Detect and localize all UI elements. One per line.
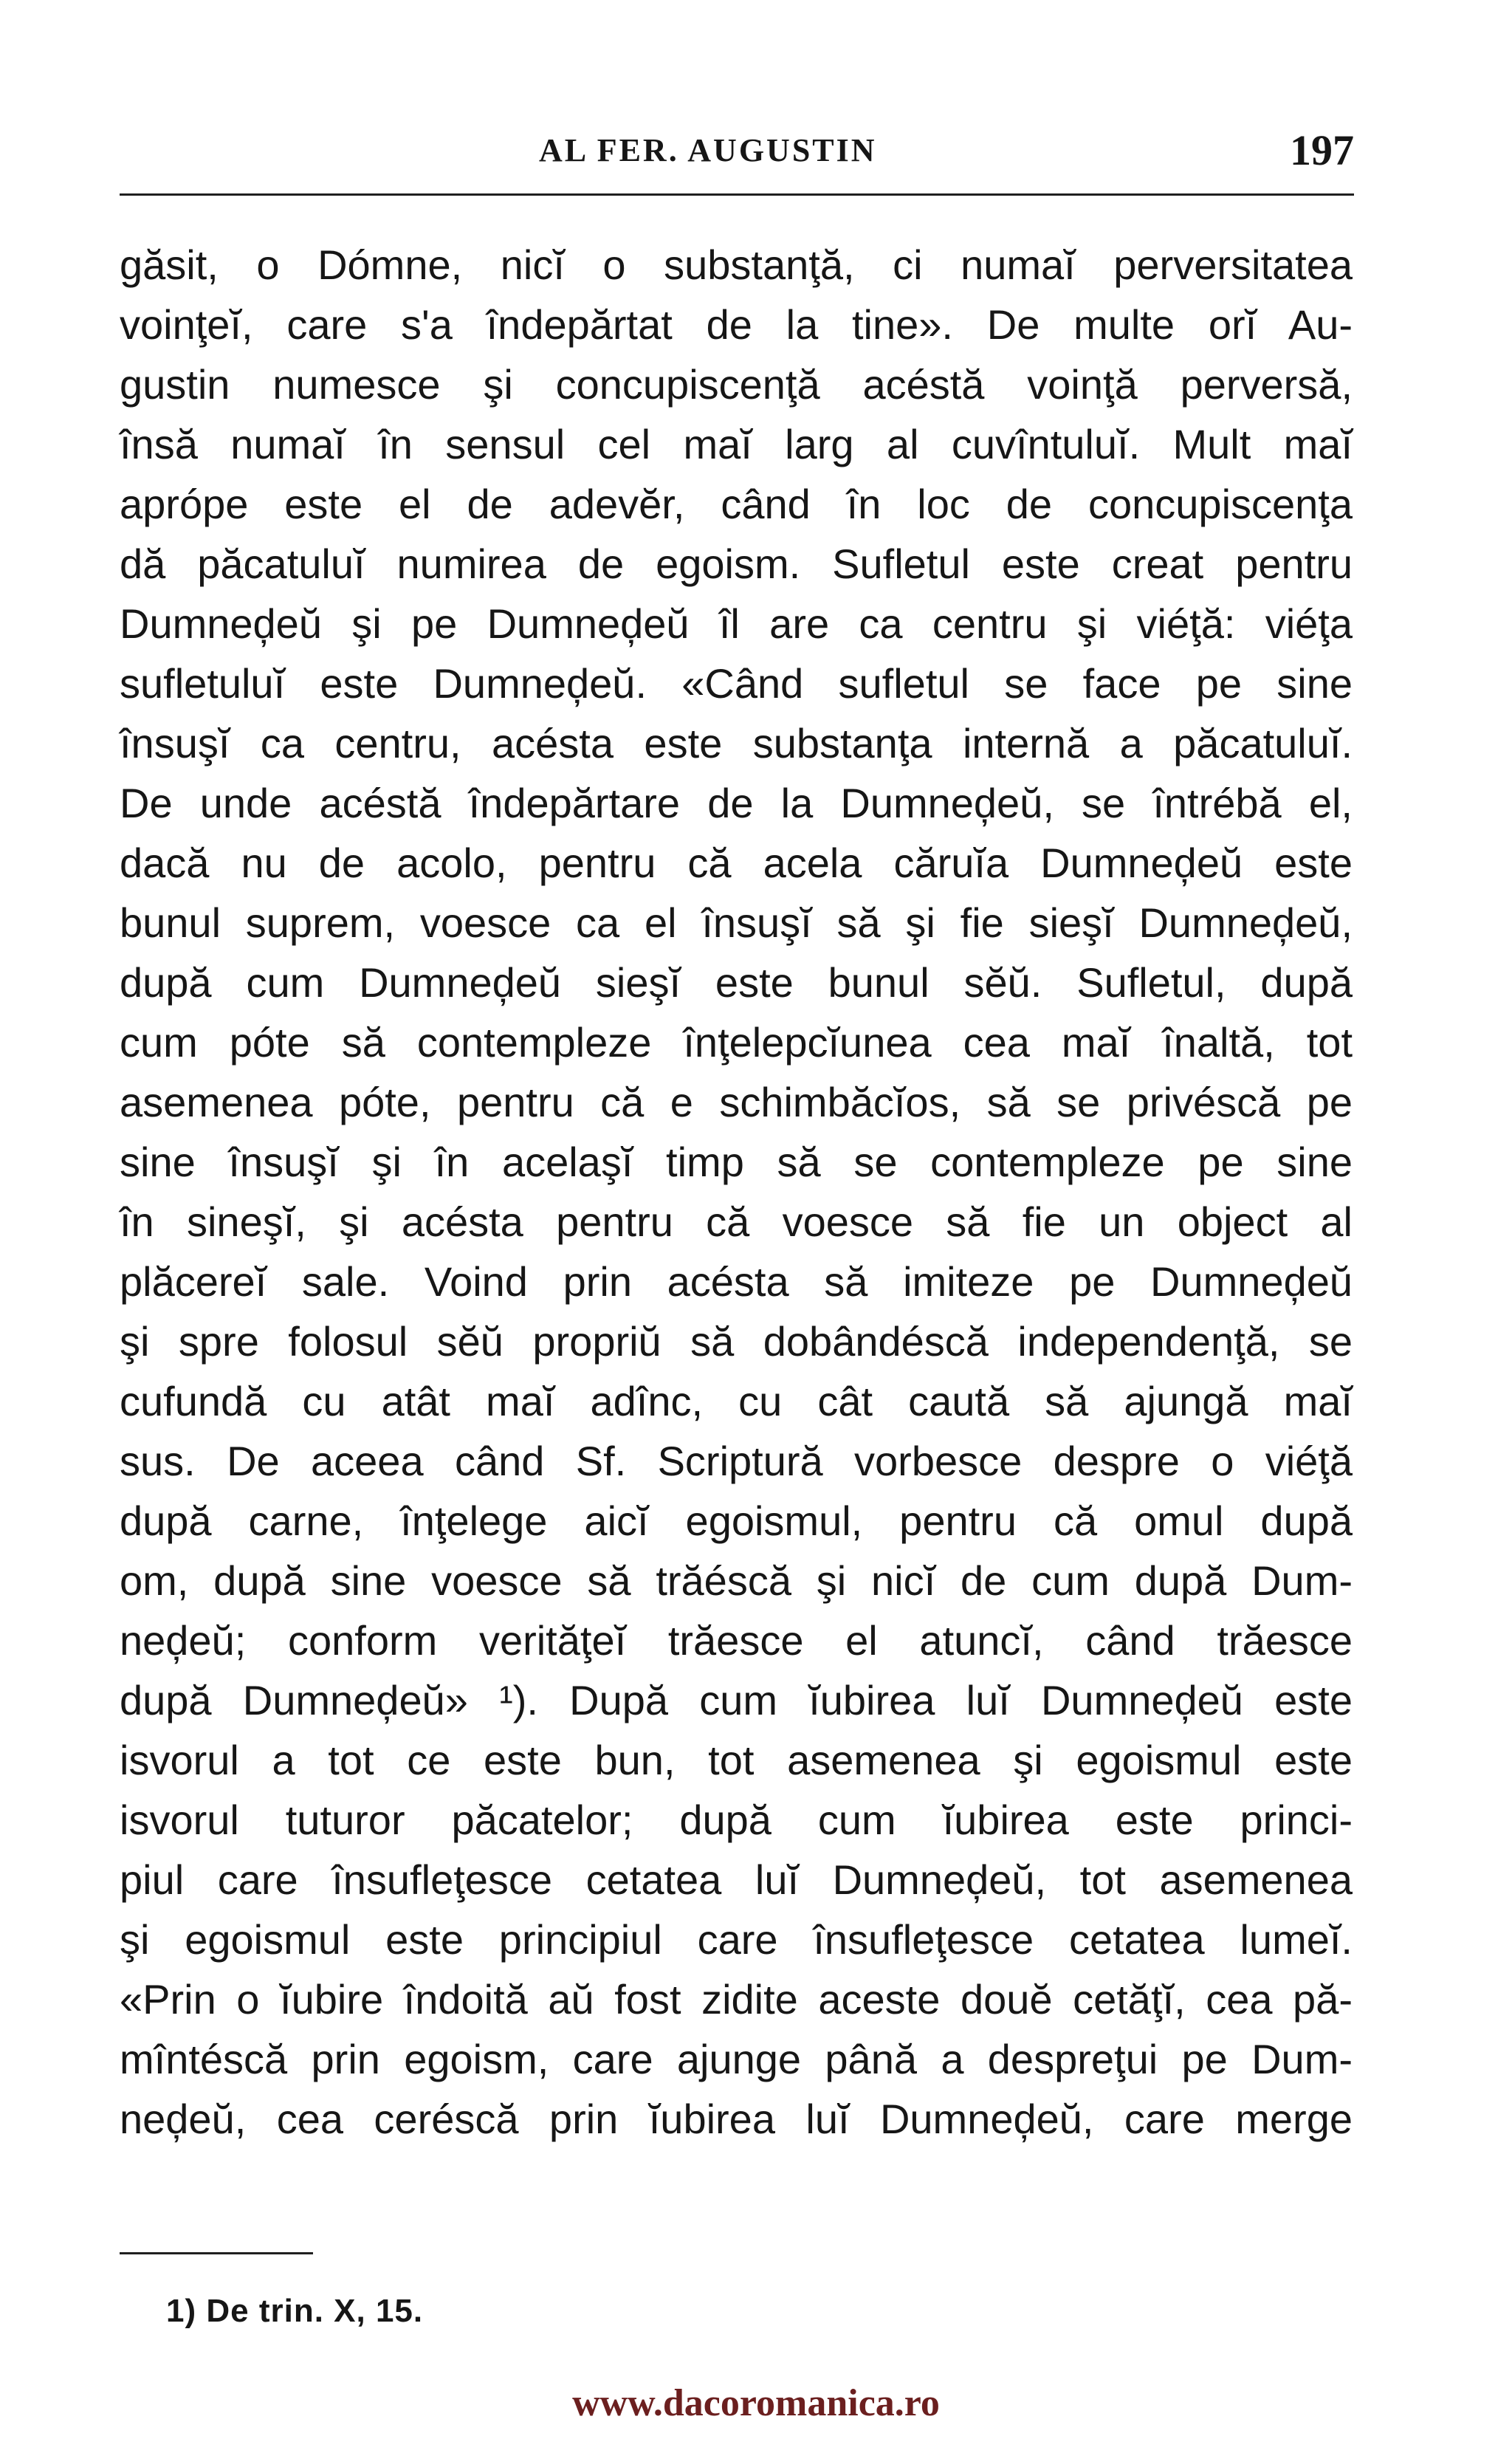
text-line: De unde acéstă îndepărtare de la Dumneḑeŭ, se întrébă el,	[120, 780, 1353, 826]
footnote-divider	[120, 2252, 313, 2254]
text-line: voinţeĭ, care s'a îndepărtat de la tine». De multe orĭ Au-	[120, 301, 1353, 348]
text-line: după carne, înţelege aicĭ egoismul, pentru că omul după	[120, 1498, 1353, 1544]
page-number: 197	[1290, 126, 1354, 174]
body-text	[120, 235, 1353, 2149]
text-line: neḑeŭ; conform verităţeĭ trăesce el atuncĭ, când trăesce	[120, 1617, 1353, 1664]
text-line: dă păcatuluĭ numirea de egoism. Sufletul este creat pentru	[120, 541, 1353, 587]
watermark-url: www.dacoromanica.ro	[572, 2382, 940, 2424]
footnote-text: De trin. X, 15.	[206, 2293, 424, 2329]
text-line: după Dumneḑeŭ» ¹). După cum ĭubirea luĭ Dumneḑeŭ este	[120, 1677, 1353, 1723]
text-line: bunul suprem, voesce ca el însuşĭ să şi fie sieşĭ Dumneḑeŭ,	[120, 899, 1353, 946]
text-line: plăcereĭ sale. Voind prin acésta să imiteze pe Dumneḑeŭ	[120, 1258, 1353, 1305]
text-line: după cum Dumneḑeŭ sieşĭ este bunul sĕŭ. Sufletul, după	[120, 959, 1353, 1006]
text-line: Dumneḑeŭ şi pe Dumneḑeŭ îl are ca centru şi viéţă: viéţa	[120, 600, 1353, 647]
text-line: şi spre folosul sĕŭ propriŭ să dobândéscă independenţă, se	[120, 1318, 1353, 1365]
text-line: sus. De aceea când Sf. Scriptură vorbesce despre o viéţă	[120, 1438, 1353, 1484]
text-line: mîntéscă prin egoism, care ajunge până a despreţui pe Dum-	[120, 2036, 1353, 2082]
text-line: piul care însufleţesce cetatea luĭ Dumneḑeŭ, tot asemenea	[120, 1856, 1353, 1903]
text-line: sine însuşĭ şi în acelaşĭ timp să se contempleze pe sine	[120, 1139, 1353, 1185]
footnote-marker: 1)	[166, 2293, 197, 2329]
text-line: însuşĭ ca centru, acésta este substanţa internă a păcatuluĭ.	[120, 720, 1353, 766]
running-title: AL FER. AUGUSTIN	[539, 132, 877, 168]
header-divider	[120, 193, 1354, 196]
text-line: asemenea póte, pentru că e schimbăcĭos, să se privéscă pe	[120, 1079, 1353, 1125]
text-line: neḑeŭ, cea ceréscă prin ĭubirea luĭ Dumneḑeŭ, care merge	[120, 2096, 1353, 2142]
text-line: însă numaĭ în sensul cel maĭ larg al cuvîntuluĭ. Mult maĭ	[120, 421, 1353, 467]
text-line: în sineşĭ, şi acésta pentru că voesce să fie un object al	[120, 1198, 1353, 1245]
footnote	[166, 2293, 423, 2330]
text-line: sufletuluĭ este Dumneḑeŭ. «Când sufletul se face pe sine	[120, 660, 1353, 707]
text-line: isvorul tuturor păcatelor; după cum ĭubirea este princi-	[120, 1797, 1353, 1843]
text-line: şi egoismul este principiul care însufleţesce cetatea lumeĭ.	[120, 1916, 1353, 1963]
text-line: om, după sine voesce să trăéscă şi nicĭ de cum după Dum-	[120, 1557, 1353, 1604]
text-line: găsit, o Dómne, nicĭ o substanţă, ci numaĭ perversitatea	[120, 241, 1353, 288]
text-line: cum póte să contempleze înţelepcĭunea cea maĭ înaltă, tot	[120, 1019, 1353, 1066]
text-line: isvorul a tot ce este bun, tot asemenea şi egoismul este	[120, 1737, 1353, 1783]
text-line: «Prin o ĭubire îndoită aŭ fost zidite aceste douĕ cetăţĭ, cea pă-	[120, 1976, 1353, 2023]
text-line: dacă nu de acolo, pentru că acela căruĭa Dumneḑeŭ este	[120, 840, 1353, 886]
text-line: cufundă cu atât maĭ adînc, cu cât caută să ajungă maĭ	[120, 1378, 1353, 1424]
text-line: gustin numesce şi concupiscenţă acéstă voinţă perversă,	[120, 361, 1353, 408]
text-line: aprópe este el de adevĕr, când în loc de concupiscenţa	[120, 481, 1353, 527]
